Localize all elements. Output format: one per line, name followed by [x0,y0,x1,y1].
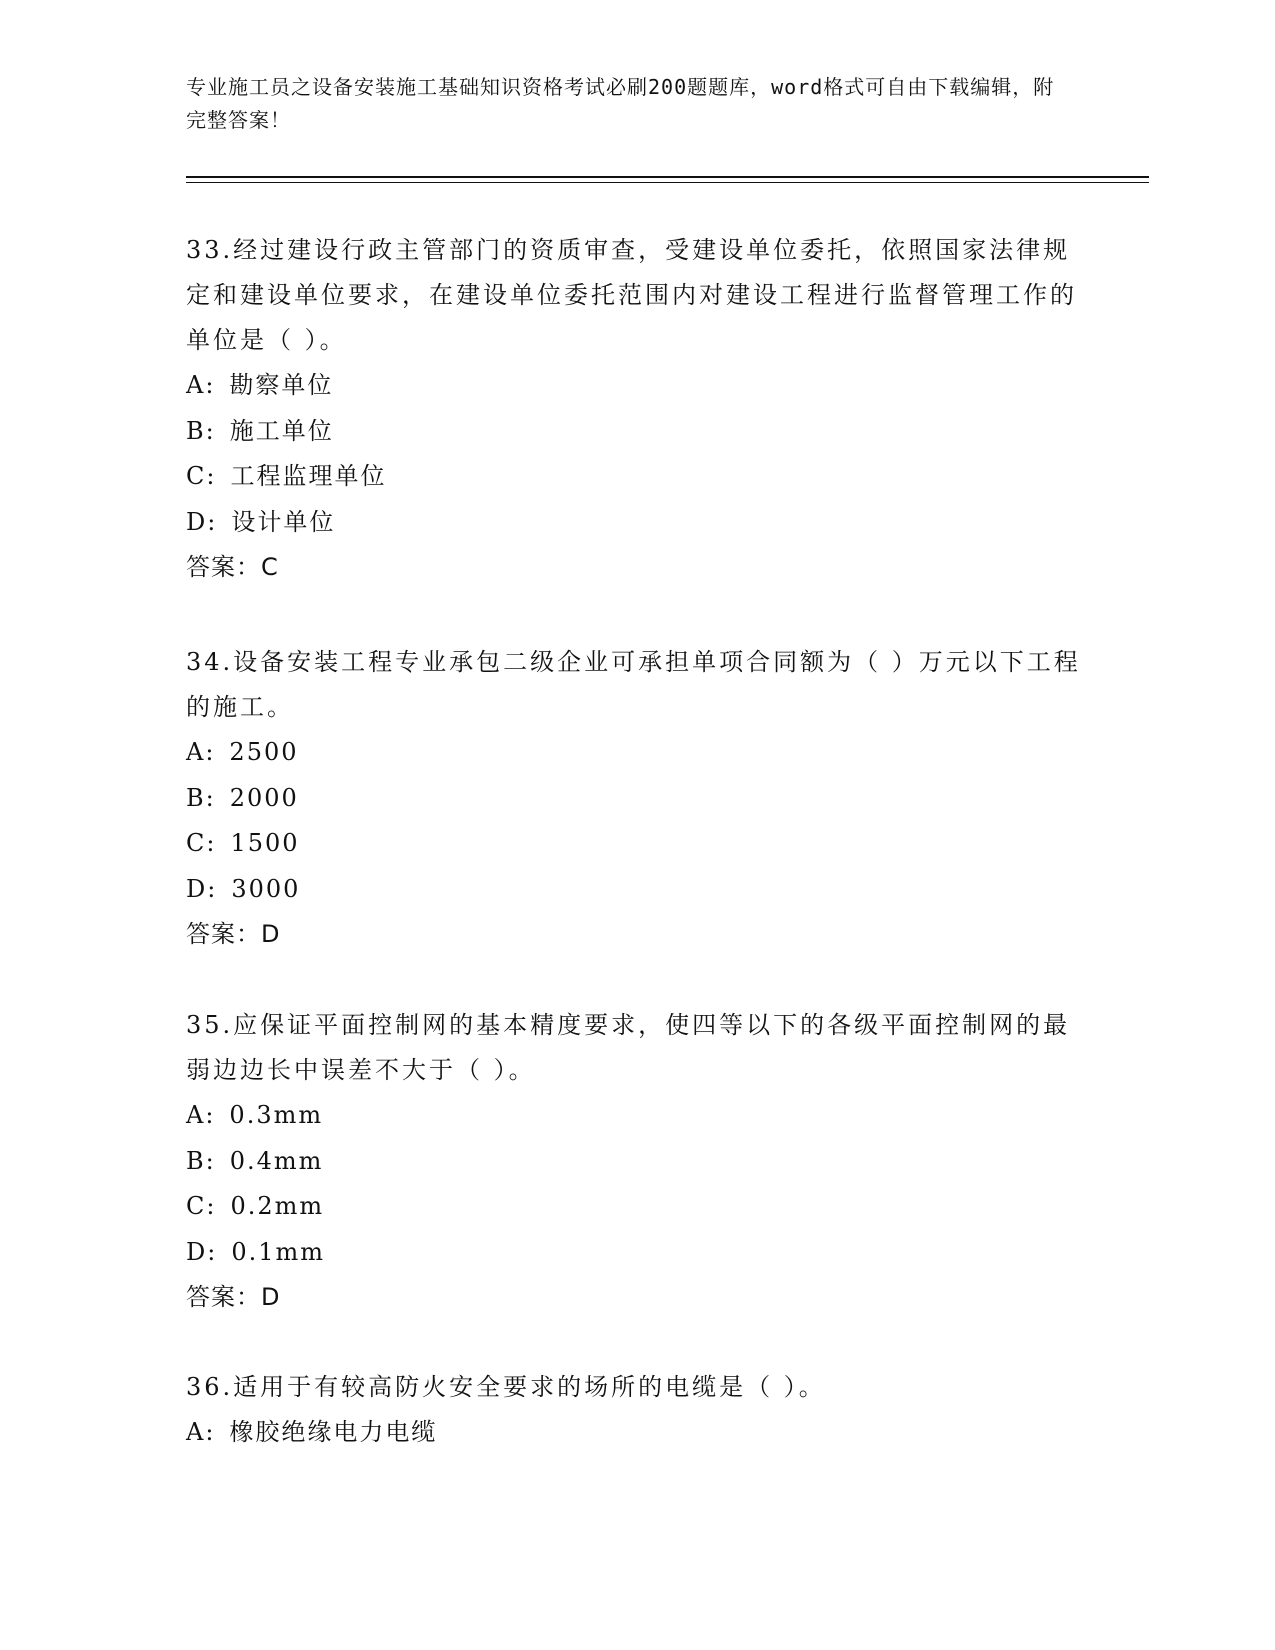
option-key: C: [186,1192,217,1220]
option-text: 2500 [229,738,299,766]
option-text: 橡胶绝缘电力电缆 [229,1418,438,1446]
option-key: A: [186,1101,216,1129]
option-c [186,454,1086,500]
option-a [186,1410,1086,1456]
question-stem: 36.适用于有较高防火安全要求的场所的电缆是（ ）。 [186,1373,826,1401]
option-a [186,1093,1086,1139]
question-34 [186,640,1086,957]
question-stem: 35.应保证平面控制网的基本精度要求，使四等以下的各级平面控制网的最弱边边长中误差不大于（ ）。 [186,1011,1071,1084]
option-key: D: [186,507,218,536]
option-text: 1500 [230,829,300,857]
answer-label: 答案：C [186,553,279,581]
option-key: C: [186,462,217,490]
option-key: B: [186,1146,216,1175]
option-key: D: [186,874,218,903]
question-36 [186,1365,1086,1456]
option-text: 勘察单位 [229,371,334,399]
question-stem: 33.经过建设行政主管部门的资质审查，受建设单位委托，依照国家法律规定和建设单位要求，在建设单位委托范围内对建设工程进行监督管理工作的单位是（ ）。 [186,236,1077,354]
option-a [186,363,1086,409]
option-text: 0.4mm [229,1146,324,1175]
answer-label: 答案：D [186,920,281,948]
option-b [186,776,1086,822]
answer-label: 答案：D [186,1283,281,1311]
option-key: A: [186,738,216,766]
option-text: 施工单位 [229,416,334,445]
question-stem: 34.设备安装工程专业承包二级企业可承担单项合同额为（ ）万元以下工程的施工。 [186,648,1081,721]
option-d [186,867,1086,913]
option-c [186,1184,1086,1230]
option-key: A: [186,1418,216,1446]
document-header-title: 专业施工员之设备安装施工基础知识资格考试必刷200题题库，word格式可自由下载编辑，附完整答案！ [186,75,1055,132]
option-text: 2000 [229,783,299,812]
option-text: 3000 [231,874,301,903]
option-text: 0.3mm [229,1101,324,1129]
header-divider-thick [186,176,1149,178]
option-key: B: [186,783,216,812]
option-b [186,409,1086,455]
option-key: C: [186,829,217,857]
option-c [186,821,1086,867]
option-key: B: [186,416,216,445]
question-35 [186,1003,1086,1320]
option-text: 0.2mm [230,1192,325,1220]
option-key: A: [186,371,216,399]
option-d [186,1230,1086,1276]
option-key: D: [186,1237,218,1266]
option-text: 0.1mm [231,1237,326,1266]
option-b [186,1139,1086,1185]
header-divider-thin [186,182,1149,183]
option-text: 工程监理单位 [230,462,387,490]
question-33 [186,228,1086,590]
option-a [186,730,1086,776]
option-text: 设计单位 [231,507,336,536]
option-d [186,500,1086,546]
